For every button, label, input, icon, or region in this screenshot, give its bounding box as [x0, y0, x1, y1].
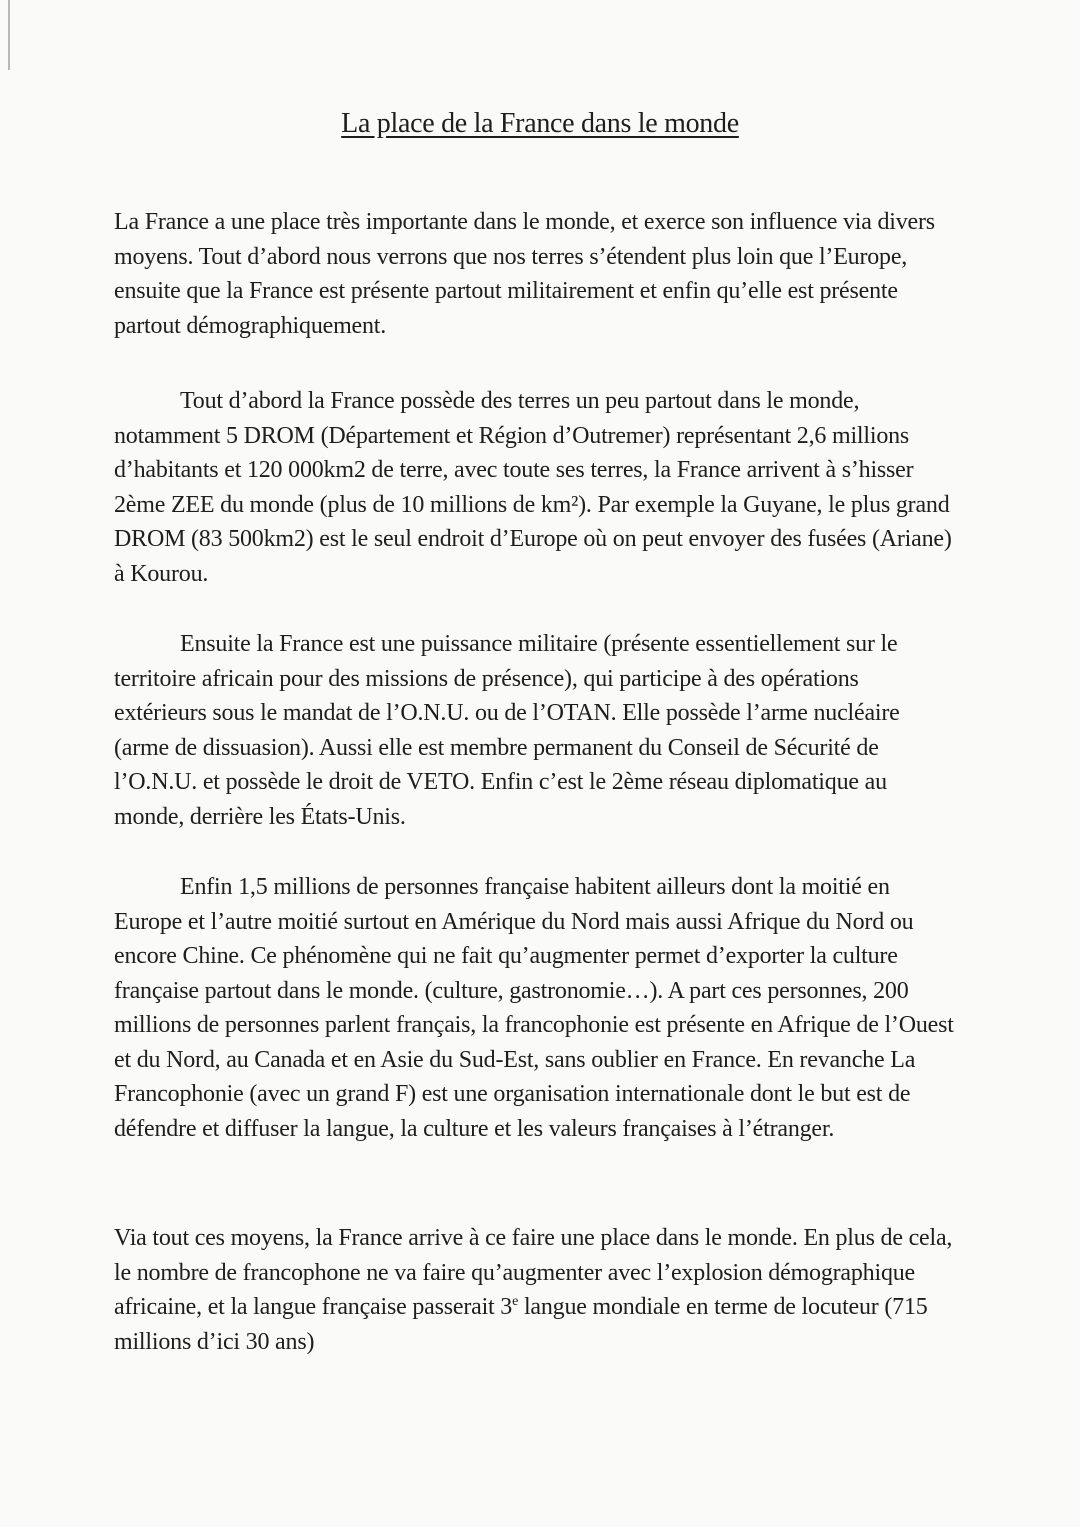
paragraph-demography: Enfin 1,5 millions de personnes française habitent ailleurs dont la moitié en Europe et l’autre moitié surtout en Amérique du Nord mais aussi Afrique du Nord ou encore Chine. Ce phénomène qui ne fait qu’augmenter permet d’exporter la culture française partout dans le monde. (culture, gastronomie…). A part ces personnes, 200 millions de personnes parlent français, la francophonie est présente en Afrique de l’Ouest et du Nord, au Canada et en Asie du Sud-Est, sans oublier en France. En revanche La Francophonie (avec un grand F) est une organisation internationale dont le but est de défendre et diffuser la langue, la culture et les valeurs françaises à l’étranger. [114, 874, 954, 1142]
conclusion-superscript: e [512, 1294, 519, 1309]
paragraph-military: Ensuite la France est une puissance militaire (présente essentiellement sur le territoire africain pour des missions de présence), qui participe à des opérations extérieurs sous le mandat de l’O.N.U. ou de l’OTAN. Elle possède l’arme nucléaire (arme de dissuasion). Aussi elle est membre permanent du Conseil de Sécurité de l’O.N.U. et possède le droit de VETO. Enfin c’est le 2ème réseau diplomatique au monde, derrière les États-Unis. [114, 631, 900, 830]
conclusion-text-end: langue mondiale en terme de locuteur (715 millions d’ici 30 ans) [114, 1294, 928, 1355]
paragraph-conclusion [114, 1221, 954, 1359]
page-title-text: La place de la France dans le monde [341, 108, 739, 139]
scan-edge-line [8, 0, 10, 70]
paragraph-introduction: La France a une place très importante dans le monde, et exerce son influence via divers moyens. Tout d’abord nous verrons que nos terres s’étendent plus loin que l’Europe, ensuite que la France est présente partout militairement et enfin qu’elle est présente partout démographiquement. [114, 209, 935, 339]
page-title [0, 108, 1080, 140]
conclusion-text-start: Via tout ces moyens, la France arrive à ce faire une place dans le monde. En plus de cela, le nombre de francophone ne va faire qu’augmenter avec l’explosion démographique africaine, et la langue française passerait 3 [114, 1225, 953, 1320]
paragraph-territories: Tout d’abord la France possède des terres un peu partout dans le monde, notamment 5 DROM (Département et Région d’Outremer) représentant 2,6 millions d’habitants et 120 000km2 de terre, avec toute ses terres, la France arrivent à s’hisser 2ème ZEE du monde (plus de 10 millions de km²). Par exemple la Guyane, le plus grand DROM (83 500km2) est le seul endroit d’Europe où on peut envoyer des fusées (Ariane) à Kourou. [114, 388, 952, 587]
